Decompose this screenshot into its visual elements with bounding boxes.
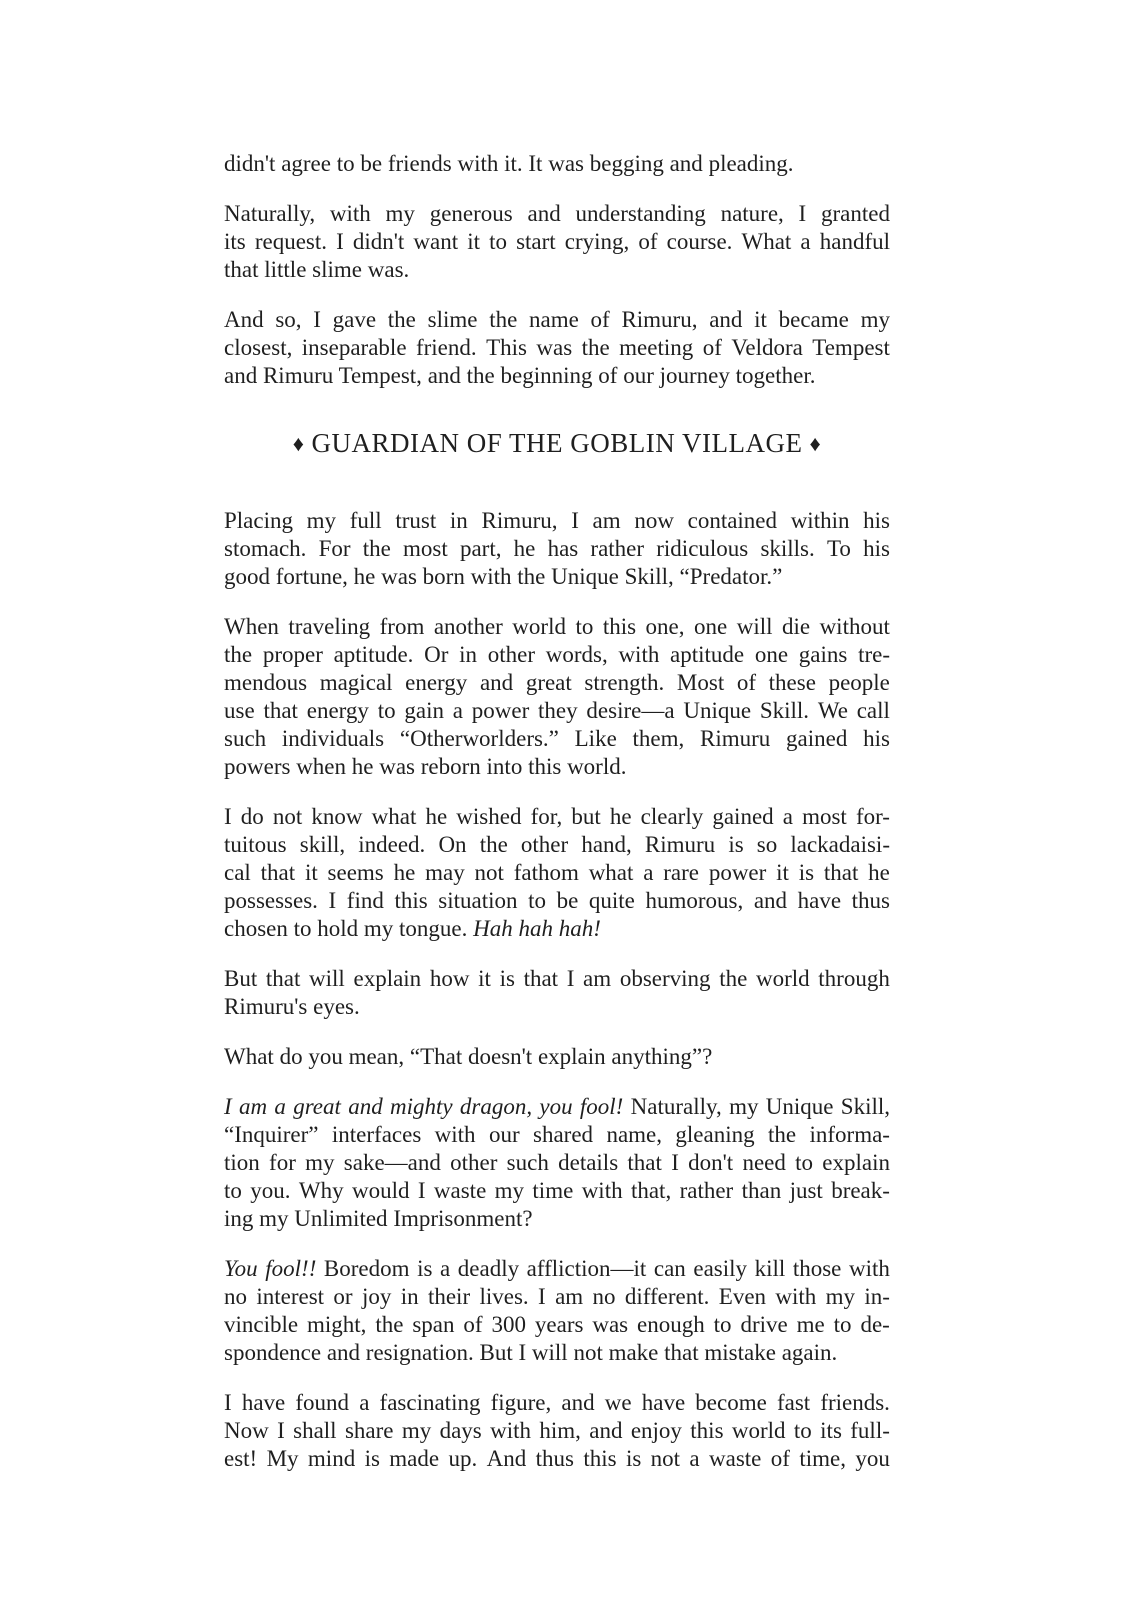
text-line: Rimuru's eyes. [224,994,360,1019]
paragraph [224,965,890,1021]
text-line: its request. I didn't want it to start crying, of course. What a handful [224,229,890,254]
section-heading-text: GUARDIAN OF THE GOBLIN VILLAGE [311,428,803,458]
diamond-icon: ♦ [809,431,822,456]
paragraph [224,1255,890,1367]
text-line: cal that it seems he may not fathom what a rare power it is that he [224,860,890,885]
paragraph [224,150,890,178]
text-line: didn't agree to be friends with it. It was begging and pleading. [224,151,794,176]
text-line: But that will explain how it is that I am observing the world through [224,966,890,991]
text-line: and Rimuru Tempest, and the beginning of our journey together. [224,363,816,388]
text-line: Now I shall share my days with him, and enjoy this world to its full- [224,1418,890,1443]
section-heading [224,426,890,461]
paragraph [224,507,890,591]
text-line: to you. Why would I waste my time with that, rather than just break- [224,1178,890,1203]
text-line: And so, I gave the slime the name of Rimuru, and it became my [224,307,890,332]
paragraph [224,306,890,390]
text-line: no interest or joy in their lives. I am no different. Even with my in- [224,1284,890,1309]
text-line: stomach. For the most part, he has rather ridiculous skills. To his [224,536,890,561]
text-line: Naturally, with my generous and understanding nature, I granted [224,201,890,226]
text-line: closest, inseparable friend. This was the meeting of Veldora Tempest [224,335,890,360]
text-line: What do you mean, “That doesn't explain anything”? [224,1044,713,1069]
diamond-icon: ♦ [292,431,305,456]
text-line: You fool!! Boredom is a deadly affliction—it can easily kill those with [224,1256,890,1281]
paragraph [224,1389,890,1473]
paragraph [224,200,890,284]
text-line: tuitous skill, indeed. On the other hand, Rimuru is so lackadaisi- [224,832,890,857]
text-line: powers when he was reborn into this world. [224,754,627,779]
book-page-text [224,150,890,1495]
text-line: I am a great and mighty dragon, you fool! Naturally, my Unique Skill, [224,1094,890,1119]
text-line: chosen to hold my tongue. Hah hah hah! [224,916,601,941]
paragraph [224,803,890,943]
paragraph [224,1093,890,1233]
text-line: spondence and resignation. But I will not make that mistake again. [224,1340,838,1365]
text-line: good fortune, he was born with the Unique Skill, “Predator.” [224,564,783,589]
text-line: that little slime was. [224,257,410,282]
text-line: When traveling from another world to this one, one will die without [224,614,890,639]
text-line: Placing my full trust in Rimuru, I am now contained within his [224,508,890,533]
text-line: the proper aptitude. Or in other words, with aptitude one gains tre- [224,642,890,667]
text-line: est! My mind is made up. And thus this is not a waste of time, you [224,1446,890,1471]
text-line: tion for my sake—and other such details that I don't need to explain [224,1150,890,1175]
text-line: I do not know what he wished for, but he clearly gained a most for- [224,804,890,829]
paragraph [224,613,890,781]
text-line: “Inquirer” interfaces with our shared name, gleaning the informa- [224,1122,890,1147]
text-line: mendous magical energy and great strength. Most of these people [224,670,890,695]
text-line: vincible might, the span of 300 years was enough to drive me to de- [224,1312,890,1337]
text-line: I have found a fascinating figure, and we have become fast friends. [224,1390,890,1415]
text-line: possesses. I find this situation to be quite humorous, and have thus [224,888,890,913]
paragraph [224,1043,890,1071]
text-line: use that energy to gain a power they desire—a Unique Skill. We call [224,698,890,723]
text-line: such individuals “Otherworlders.” Like them, Rimuru gained his [224,726,890,751]
text-line: ing my Unlimited Imprisonment? [224,1206,533,1231]
